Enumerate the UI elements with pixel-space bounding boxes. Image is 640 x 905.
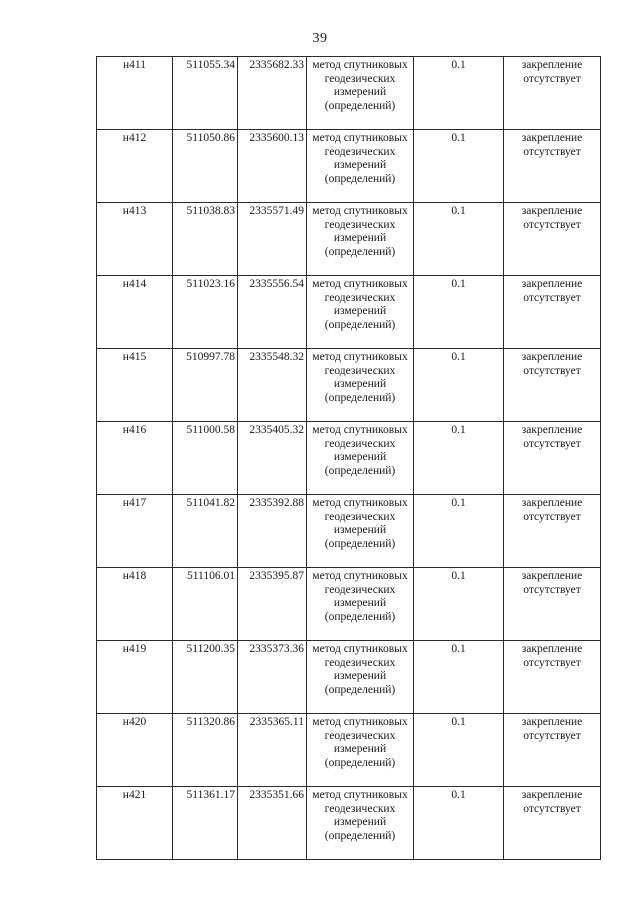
accuracy-cell: 0.1 (414, 641, 504, 714)
coord-x-cell: 511106.01 (173, 568, 238, 641)
method-cell: метод спутниковых геодезических измерений (определений) (307, 203, 414, 276)
fixing-cell: закрепление отсутствует (504, 568, 601, 641)
accuracy-cell: 0.1 (414, 57, 504, 130)
coord-x-cell: 511320.86 (173, 714, 238, 787)
coord-y-cell: 2335365.11 (238, 714, 307, 787)
table-row (97, 495, 601, 568)
table-row (97, 203, 601, 276)
point-name-cell: н412 (97, 130, 173, 203)
method-cell: метод спутниковых геодезических измерений (определений) (307, 276, 414, 349)
accuracy-cell: 0.1 (414, 422, 504, 495)
coord-y-cell: 2335351.66 (238, 787, 307, 860)
table-row (97, 714, 601, 787)
coord-x-cell: 510997.78 (173, 349, 238, 422)
method-cell: метод спутниковых геодезических измерений (определений) (307, 422, 414, 495)
coord-y-cell: 2335682.33 (238, 57, 307, 130)
point-name-cell: н417 (97, 495, 173, 568)
method-cell: метод спутниковых геодезических измерений (определений) (307, 787, 414, 860)
table-row (97, 568, 601, 641)
accuracy-cell: 0.1 (414, 787, 504, 860)
method-cell: метод спутниковых геодезических измерений (определений) (307, 495, 414, 568)
fixing-cell: закрепление отсутствует (504, 349, 601, 422)
method-cell: метод спутниковых геодезических измерений (определений) (307, 130, 414, 203)
fixing-cell: закрепление отсутствует (504, 57, 601, 130)
point-name-cell: н420 (97, 714, 173, 787)
table-row (97, 641, 601, 714)
fixing-cell: закрепление отсутствует (504, 276, 601, 349)
fixing-cell: закрепление отсутствует (504, 787, 601, 860)
table-row (97, 57, 601, 130)
point-name-cell: н421 (97, 787, 173, 860)
coord-y-cell: 2335548.32 (238, 349, 307, 422)
accuracy-cell: 0.1 (414, 495, 504, 568)
method-cell: метод спутниковых геодезических измерений (определений) (307, 714, 414, 787)
table-body (97, 57, 601, 860)
coord-x-cell: 511361.17 (173, 787, 238, 860)
coord-y-cell: 2335556.54 (238, 276, 307, 349)
point-name-cell: н419 (97, 641, 173, 714)
accuracy-cell: 0.1 (414, 203, 504, 276)
method-cell: метод спутниковых геодезических измерений (определений) (307, 349, 414, 422)
accuracy-cell: 0.1 (414, 276, 504, 349)
page-number: 39 (312, 31, 328, 46)
point-name-cell: н413 (97, 203, 173, 276)
accuracy-cell: 0.1 (414, 714, 504, 787)
coord-x-cell: 511038.83 (173, 203, 238, 276)
method-cell: метод спутниковых геодезических измерений (определений) (307, 57, 414, 130)
table-row (97, 349, 601, 422)
table-row (97, 276, 601, 349)
table-row (97, 130, 601, 203)
accuracy-cell: 0.1 (414, 568, 504, 641)
table-row (97, 422, 601, 495)
coord-x-cell: 511000.58 (173, 422, 238, 495)
coord-x-cell: 511200.35 (173, 641, 238, 714)
coord-x-cell: 511041.82 (173, 495, 238, 568)
coord-y-cell: 2335392.88 (238, 495, 307, 568)
fixing-cell: закрепление отсутствует (504, 641, 601, 714)
method-cell: метод спутниковых геодезических измерений (определений) (307, 641, 414, 714)
point-name-cell: н416 (97, 422, 173, 495)
point-name-cell: н415 (97, 349, 173, 422)
fixing-cell: закрепление отсутствует (504, 714, 601, 787)
coord-x-cell: 511055.34 (173, 57, 238, 130)
fixing-cell: закрепление отсутствует (504, 130, 601, 203)
point-name-cell: н414 (97, 276, 173, 349)
coord-x-cell: 511023.16 (173, 276, 238, 349)
fixing-cell: закрепление отсутствует (504, 495, 601, 568)
fixing-cell: закрепление отсутствует (504, 422, 601, 495)
coord-y-cell: 2335405.32 (238, 422, 307, 495)
coord-y-cell: 2335373.36 (238, 641, 307, 714)
coord-y-cell: 2335571.49 (238, 203, 307, 276)
coordinates-table (96, 56, 601, 860)
coord-x-cell: 511050.86 (173, 130, 238, 203)
accuracy-cell: 0.1 (414, 349, 504, 422)
accuracy-cell: 0.1 (414, 130, 504, 203)
method-cell: метод спутниковых геодезических измерений (определений) (307, 568, 414, 641)
fixing-cell: закрепление отсутствует (504, 203, 601, 276)
coord-y-cell: 2335600.13 (238, 130, 307, 203)
point-name-cell: н411 (97, 57, 173, 130)
point-name-cell: н418 (97, 568, 173, 641)
table-row (97, 787, 601, 860)
coord-y-cell: 2335395.87 (238, 568, 307, 641)
